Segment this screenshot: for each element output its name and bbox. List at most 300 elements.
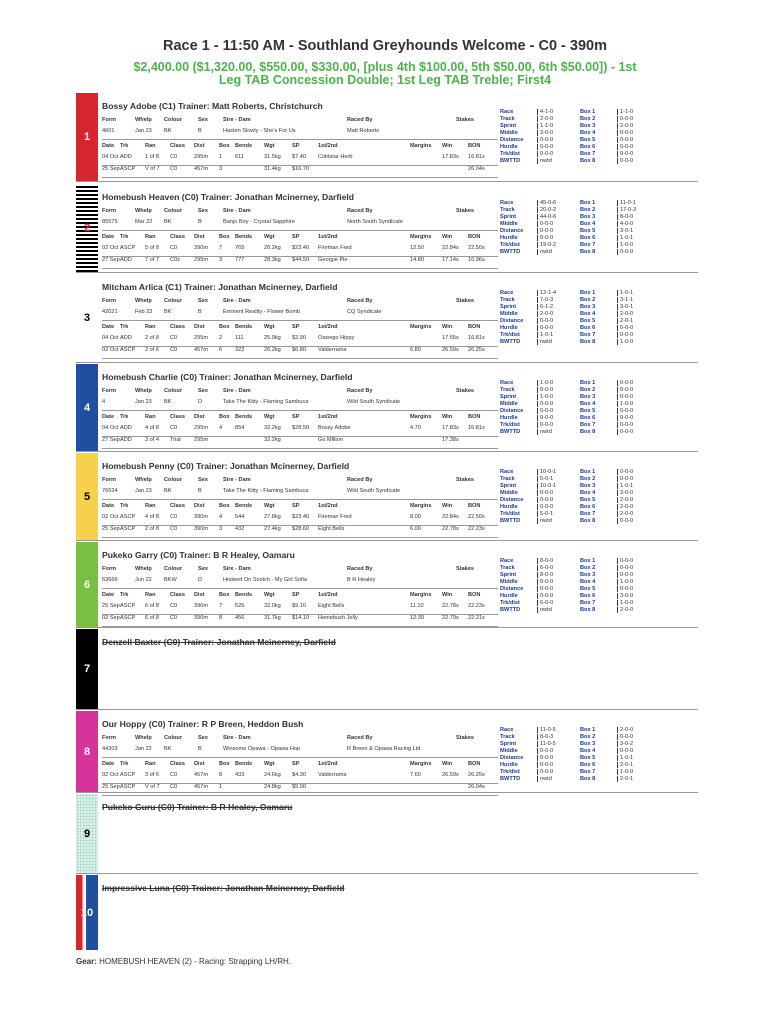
run-win: 26.59s	[442, 347, 459, 353]
box-stat-label: Box 5	[580, 497, 596, 503]
box-number: 5	[76, 453, 98, 540]
box-stat-label: Box 8	[580, 249, 596, 255]
run-ran: 7 of 7	[145, 257, 159, 263]
run-header: BON	[468, 234, 481, 240]
run-header: 1st/2nd	[318, 592, 338, 598]
box-stat-value: 0-0-0	[617, 476, 633, 482]
box-stat-label: Box 3	[580, 214, 596, 220]
stat-value: nwtd	[537, 518, 552, 524]
form-form: 4	[102, 399, 106, 405]
run-first-second: Coldstar Herb	[318, 154, 353, 160]
form-values-row	[102, 746, 498, 758]
run-box: 7	[219, 245, 223, 251]
form-sex: B	[198, 746, 202, 752]
box-stat-label: Box 1	[580, 469, 596, 475]
stat-value: nwtd	[537, 249, 552, 255]
run-header: SP	[292, 234, 300, 240]
runner-name[interactable]	[102, 719, 303, 729]
run-date: 25 Sep	[102, 603, 120, 609]
stat-label: Sprint	[500, 483, 517, 489]
run-bends: 777	[235, 257, 245, 263]
stat-value: 1-0-0	[537, 394, 553, 400]
stat-label: Trk/dist	[500, 511, 520, 517]
form-header: Stakes	[456, 477, 475, 483]
form-header: Raced By	[347, 298, 373, 304]
run-header: Class	[170, 143, 185, 149]
run-win: 17.14s	[442, 257, 459, 263]
run-win: 22.84s	[442, 514, 459, 520]
run-class: C0	[170, 245, 178, 251]
stat-value: 6-0-0	[537, 565, 553, 571]
run-header: Date	[102, 503, 115, 509]
run-header: Win	[442, 324, 453, 330]
trainer: Trainer: Jonathan Mcinerney, Darfield	[191, 883, 345, 893]
box-stat-value: 11-0-1	[617, 200, 636, 206]
box-stat-label: Box 8	[580, 776, 596, 782]
race-title: Race 1 - 11:50 AM - Southland Greyhounds Welcome - C0 - 390m	[163, 38, 607, 54]
stat-label: Hurdle	[500, 415, 518, 421]
run-sp: $4.30	[292, 772, 306, 778]
box-stat-value: 0-0-0	[617, 469, 633, 475]
box-stat-label: Box 3	[580, 572, 596, 578]
run-wgt: 28.3kg	[264, 257, 281, 263]
run-header: Bends	[235, 503, 253, 509]
box-number: 7	[76, 629, 98, 709]
form-header: Colour	[164, 298, 183, 304]
form-raced-by: Wild South Syndicate	[347, 488, 401, 494]
run-header: Dist	[194, 592, 205, 598]
runner-name[interactable]	[102, 192, 354, 202]
run-bon: 22.23s	[468, 603, 485, 609]
runner-name[interactable]	[102, 637, 336, 647]
run-first-second: Georgie Pie	[318, 257, 348, 263]
stat-value: 10-0-1	[537, 469, 556, 475]
box-stat-value: 3-0-2	[617, 741, 633, 747]
box-stat-value: 17-0-3	[617, 207, 636, 213]
box-stat-value: 0-0-0	[617, 249, 633, 255]
box-stat-value: 0-0-0	[617, 144, 633, 150]
run-header: Dist	[194, 143, 205, 149]
run-trk: ASCP	[120, 784, 136, 790]
prize-line-2: Leg TAB Concession Double; 1st Leg TAB Treble; First4	[218, 73, 552, 87]
form-values-row	[102, 128, 498, 140]
box-stat-value: 1-0-1	[617, 755, 633, 761]
stat-label: Race	[500, 727, 514, 733]
form-values-row	[102, 219, 498, 231]
form-header: Sire - Dam	[223, 566, 251, 572]
run-header: Box	[219, 324, 230, 330]
stat-label: Trk/dist	[500, 242, 520, 248]
run-box: 8	[219, 772, 223, 778]
box-stat-label: Box 8	[580, 158, 596, 164]
form-header: Sire - Dam	[223, 477, 251, 483]
run-bends: 544	[235, 514, 245, 520]
stat-value: 4-1-0	[537, 109, 553, 115]
run-date: 25 Sep	[102, 526, 120, 532]
run-row	[102, 335, 498, 347]
run-dist: 457m	[194, 772, 208, 778]
run-bends: 322	[235, 347, 245, 353]
run-bends: 456	[235, 615, 245, 621]
box-number: 10	[76, 875, 98, 950]
form-header: Sire - Dam	[223, 298, 251, 304]
run-ran: 1 of 8	[145, 154, 159, 160]
run-trk: ADD	[120, 257, 132, 263]
run-sp: $28.50	[292, 425, 310, 431]
run-header-row	[102, 143, 498, 154]
stat-value: 10-0-1	[537, 483, 556, 489]
runner-name[interactable]	[102, 372, 353, 382]
stat-label: Hurdle	[500, 325, 518, 331]
stat-value: 0-0-0	[537, 401, 553, 407]
run-header: Dist	[194, 324, 205, 330]
box-stat-value: 2-0-0	[617, 123, 633, 129]
run-class: C0	[170, 514, 178, 520]
run-wgt: 32.2kg	[264, 437, 281, 443]
box-stat-value: 0-0-0	[617, 158, 633, 164]
trainer: Trainer: Jonathan Mcinerney, Darfield	[184, 282, 338, 292]
run-win: 17.83s	[442, 425, 459, 431]
run-header: Date	[102, 761, 115, 767]
form-header-row	[102, 117, 498, 128]
run-bon: 16.81s	[468, 425, 485, 431]
runner-name[interactable]	[102, 461, 349, 471]
form-header: Colour	[164, 477, 183, 483]
run-header: Box	[219, 761, 230, 767]
run-bon: 22.21s	[468, 615, 485, 621]
runner-name[interactable]	[102, 282, 337, 292]
run-row	[102, 514, 498, 526]
stat-label: Hurdle	[500, 762, 518, 768]
run-header-row	[102, 414, 498, 425]
run-first-second: Fireman Fred	[318, 514, 352, 520]
run-row	[102, 245, 498, 257]
run-class: C0	[170, 347, 178, 353]
run-ran: 3 of 6	[145, 772, 159, 778]
run-header: Trk	[120, 503, 129, 509]
run-header: Ran	[145, 414, 156, 420]
box-stat-label: Box 2	[580, 207, 596, 213]
stat-label: Distance	[500, 755, 524, 761]
run-trk: ASCP	[120, 603, 136, 609]
form-header: Sex	[198, 388, 208, 394]
gear-label: Gear:	[76, 957, 97, 966]
stat-label: BWTTD	[500, 158, 521, 164]
form-colour: BK	[164, 399, 172, 405]
run-trk: ADD	[120, 154, 132, 160]
box-stat-label: Box 8	[580, 429, 596, 435]
dog-name: Homebush Heaven (C0)	[102, 192, 199, 202]
form-header: Sire - Dam	[223, 208, 251, 214]
form-header: Form	[102, 566, 116, 572]
runner-name[interactable]	[102, 883, 344, 893]
dog-name: Impressive Luna (C0)	[102, 883, 189, 893]
run-margins: 8.00	[410, 514, 421, 520]
run-date: 02 Oct	[102, 514, 119, 520]
stat-label: Trk/dist	[500, 151, 520, 157]
run-bends: 433	[235, 772, 245, 778]
box-stat-value: 1-0-0	[617, 769, 633, 775]
form-header: Raced By	[347, 388, 373, 394]
run-header: Margins	[410, 761, 432, 767]
run-date: 02 Oct	[102, 347, 119, 353]
form-grid	[102, 566, 498, 627]
run-box: 2	[219, 335, 223, 341]
run-header: Box	[219, 592, 230, 598]
form-header: Form	[102, 117, 116, 123]
run-ran: 3 of 4	[145, 437, 159, 443]
stat-value: 11-0-5	[537, 741, 556, 747]
run-header: Box	[219, 234, 230, 240]
run-header: Margins	[410, 324, 432, 330]
stat-value: 0-0-0	[537, 497, 553, 503]
runner-row	[76, 93, 698, 182]
box-stat-value: 0-0-0	[617, 565, 633, 571]
run-first-second: Go Million	[318, 437, 343, 443]
stat-label: Track	[500, 476, 515, 482]
run-header: Ran	[145, 324, 156, 330]
box-stat-label: Box 5	[580, 755, 596, 761]
stat-label: Track	[500, 116, 515, 122]
run-bon: 16.81s	[468, 154, 485, 160]
run-header: Class	[170, 592, 185, 598]
box-stat-value: 3-0-1	[617, 304, 633, 310]
run-ran: 2 of 8	[145, 335, 159, 341]
run-margins: 6.00	[410, 526, 421, 532]
run-row	[102, 425, 498, 437]
runner-row	[76, 453, 698, 541]
form-header-row	[102, 208, 498, 219]
run-header: Margins	[410, 503, 432, 509]
form-whelp: Mar 22	[135, 219, 153, 225]
run-header: 1st/2nd	[318, 234, 338, 240]
box-stat-value: 2-0-1	[617, 762, 633, 768]
run-class: C0	[170, 772, 178, 778]
run-header: Date	[102, 592, 115, 598]
run-row	[102, 154, 498, 166]
stat-label: Sprint	[500, 741, 517, 747]
form-header: Form	[102, 388, 116, 394]
form-sire-dam: Winsome Opawa - Opawa Hop	[223, 746, 301, 752]
run-header: Box	[219, 143, 230, 149]
run-header: Ran	[145, 143, 156, 149]
run-header: Trk	[120, 592, 129, 598]
box-stat-label: Box 7	[580, 151, 596, 157]
stat-label: Middle	[500, 579, 518, 585]
run-header: Class	[170, 234, 185, 240]
run-dist: 295m	[194, 437, 208, 443]
run-header: Date	[102, 143, 115, 149]
stat-label: Middle	[500, 130, 518, 136]
run-sp: $16.70	[292, 166, 310, 172]
form-colour: BK	[164, 219, 172, 225]
run-ran: 2 of 8	[145, 526, 159, 532]
stat-label: Race	[500, 109, 514, 115]
run-ran: 2 of 6	[145, 347, 159, 353]
runner-row	[76, 875, 698, 950]
trainer: Trainer: R P Breen, Heddon Bush	[167, 719, 304, 729]
run-header: BON	[468, 761, 481, 767]
run-row	[102, 166, 498, 178]
stat-label: Track	[500, 297, 515, 303]
run-header: Trk	[120, 761, 129, 767]
run-row	[102, 347, 498, 359]
stat-label: Middle	[500, 490, 518, 496]
run-ran: V of 7	[145, 166, 160, 172]
runner-name[interactable]	[102, 550, 295, 560]
box-stat-label: Box 4	[580, 130, 596, 136]
run-row	[102, 526, 498, 538]
run-margins: 7.60	[410, 772, 421, 778]
box-stat-value: 0-0-0	[617, 380, 633, 386]
run-dist: 457m	[194, 166, 208, 172]
form-grid	[102, 298, 498, 359]
box-stat-value: 2-0-0	[617, 504, 633, 510]
run-header: Bends	[235, 324, 253, 330]
runner-row	[76, 629, 698, 710]
box-stat-value: 2-0-1	[617, 776, 633, 782]
box-stat-label: Box 7	[580, 422, 596, 428]
run-bends: 526	[235, 603, 245, 609]
stat-value: 0-0-0	[537, 490, 553, 496]
stat-label: Sprint	[500, 123, 517, 129]
box-number: 4	[76, 364, 98, 451]
stat-value: 2-0-0	[537, 116, 553, 122]
runner-row	[76, 711, 698, 793]
box-stat-label: Box 4	[580, 490, 596, 496]
form-sire-dam: Banjo Boy - Crystal Sapphire	[223, 219, 295, 225]
runner-name[interactable]	[102, 101, 323, 111]
run-dist: 390m	[194, 526, 208, 532]
run-first-second: Eight Bells	[318, 603, 345, 609]
run-header: Date	[102, 324, 115, 330]
run-bends: 611	[235, 154, 244, 160]
form-header-row	[102, 477, 498, 488]
run-bon: 16.96s	[468, 257, 485, 263]
run-ran: 4 of 8	[145, 514, 159, 520]
form-grid	[102, 117, 498, 178]
form-header: Sex	[198, 566, 208, 572]
run-dist: 295m	[194, 154, 208, 160]
run-wgt: 32.2kg	[264, 425, 281, 431]
box-stat-value: 0-0-0	[617, 408, 633, 414]
form-header: Raced By	[347, 208, 373, 214]
box-stat-label: Box 5	[580, 408, 596, 414]
run-bon: 26.04s	[468, 784, 485, 790]
run-class: C0	[170, 154, 178, 160]
run-header: SP	[292, 761, 300, 767]
box-stat-label: Box 8	[580, 518, 596, 524]
stat-label: Track	[500, 734, 515, 740]
run-dist: 295m	[194, 425, 208, 431]
run-header: Margins	[410, 414, 432, 420]
dog-name: Mitcham Arlica (C1)	[102, 282, 182, 292]
form-header-row	[102, 388, 498, 399]
box-stat-label: Box 7	[580, 242, 596, 248]
stat-label: Middle	[500, 311, 518, 317]
run-header: Wgt	[264, 761, 275, 767]
form-header: Stakes	[456, 388, 475, 394]
run-header-row	[102, 592, 498, 603]
run-date: 27 Sep	[102, 257, 120, 263]
stat-value: 0-0-0	[537, 137, 553, 143]
run-header-row	[102, 761, 498, 772]
box-stat-value: 3-0-0	[617, 593, 633, 599]
dog-name: Pukeko Garry (C0)	[102, 550, 177, 560]
form-header: Sex	[198, 735, 208, 741]
form-whelp: Jun 22	[135, 577, 152, 583]
run-header: SP	[292, 143, 300, 149]
form-colour: BK	[164, 309, 172, 315]
box-stat-label: Box 5	[580, 318, 596, 324]
run-trk: ADD	[120, 425, 132, 431]
form-form: 42021	[102, 309, 118, 315]
run-dist: 390m	[194, 245, 208, 251]
run-header-row	[102, 234, 498, 245]
stat-label: BWTTD	[500, 776, 521, 782]
form-raced-by: B R Healey	[347, 577, 376, 583]
run-header: Box	[219, 414, 230, 420]
stat-label: Sprint	[500, 572, 517, 578]
runner-name[interactable]	[102, 802, 292, 812]
stat-label: Trk/dist	[500, 769, 520, 775]
run-date: 02 Oct	[102, 245, 119, 251]
run-win: 17.38s	[442, 437, 459, 443]
run-class: C0	[170, 425, 178, 431]
form-colour: BK	[164, 488, 172, 494]
run-header: BON	[468, 143, 481, 149]
box-stat-label: Box 1	[580, 727, 596, 733]
run-header: Margins	[410, 592, 432, 598]
box-stat-value: 0-0-0	[617, 734, 633, 740]
box-stat-value: 0-0-0	[617, 748, 633, 754]
form-sire-dam: Take The Kitty - Flaming Sambuca	[223, 399, 309, 405]
form-header: Colour	[164, 566, 183, 572]
box-stat-label: Box 5	[580, 586, 596, 592]
box-stat-label: Box 8	[580, 607, 596, 613]
form-sex: B	[198, 309, 202, 315]
stat-value: nwtd	[537, 607, 552, 613]
run-header: Dist	[194, 503, 205, 509]
run-box: 3	[219, 257, 223, 263]
box-stat-value: 0-0-0	[617, 415, 633, 421]
form-header: Sex	[198, 117, 208, 123]
run-header: Bends	[235, 143, 253, 149]
run-header: Win	[442, 761, 453, 767]
stat-label: Race	[500, 290, 514, 296]
run-sp: $5.00	[292, 784, 306, 790]
run-margins: 4.70	[410, 425, 421, 431]
box-stat-value: 0-0-0	[617, 572, 633, 578]
form-raced-by: R Breen & Opawa Racing Ltd	[347, 746, 421, 752]
run-header: Margins	[410, 234, 432, 240]
run-box: 8	[219, 615, 223, 621]
stat-value: 0-0-0	[537, 318, 553, 324]
box-stat-value: 0-0-0	[617, 429, 633, 435]
run-bon: 22.23s	[468, 526, 485, 532]
run-header: Wgt	[264, 592, 275, 598]
box-stat-label: Box 4	[580, 579, 596, 585]
stat-label: BWTTD	[500, 249, 521, 255]
stat-label: Sprint	[500, 214, 517, 220]
stat-value: nwtd	[537, 339, 552, 345]
box-stat-value: 0-0-0	[617, 518, 633, 524]
run-ran: V of 7	[145, 784, 160, 790]
run-bends: 432	[235, 526, 245, 532]
run-bon: 26.25s	[468, 772, 485, 778]
run-win: 26.59s	[442, 772, 459, 778]
stat-value: 0-0-0	[537, 144, 553, 150]
